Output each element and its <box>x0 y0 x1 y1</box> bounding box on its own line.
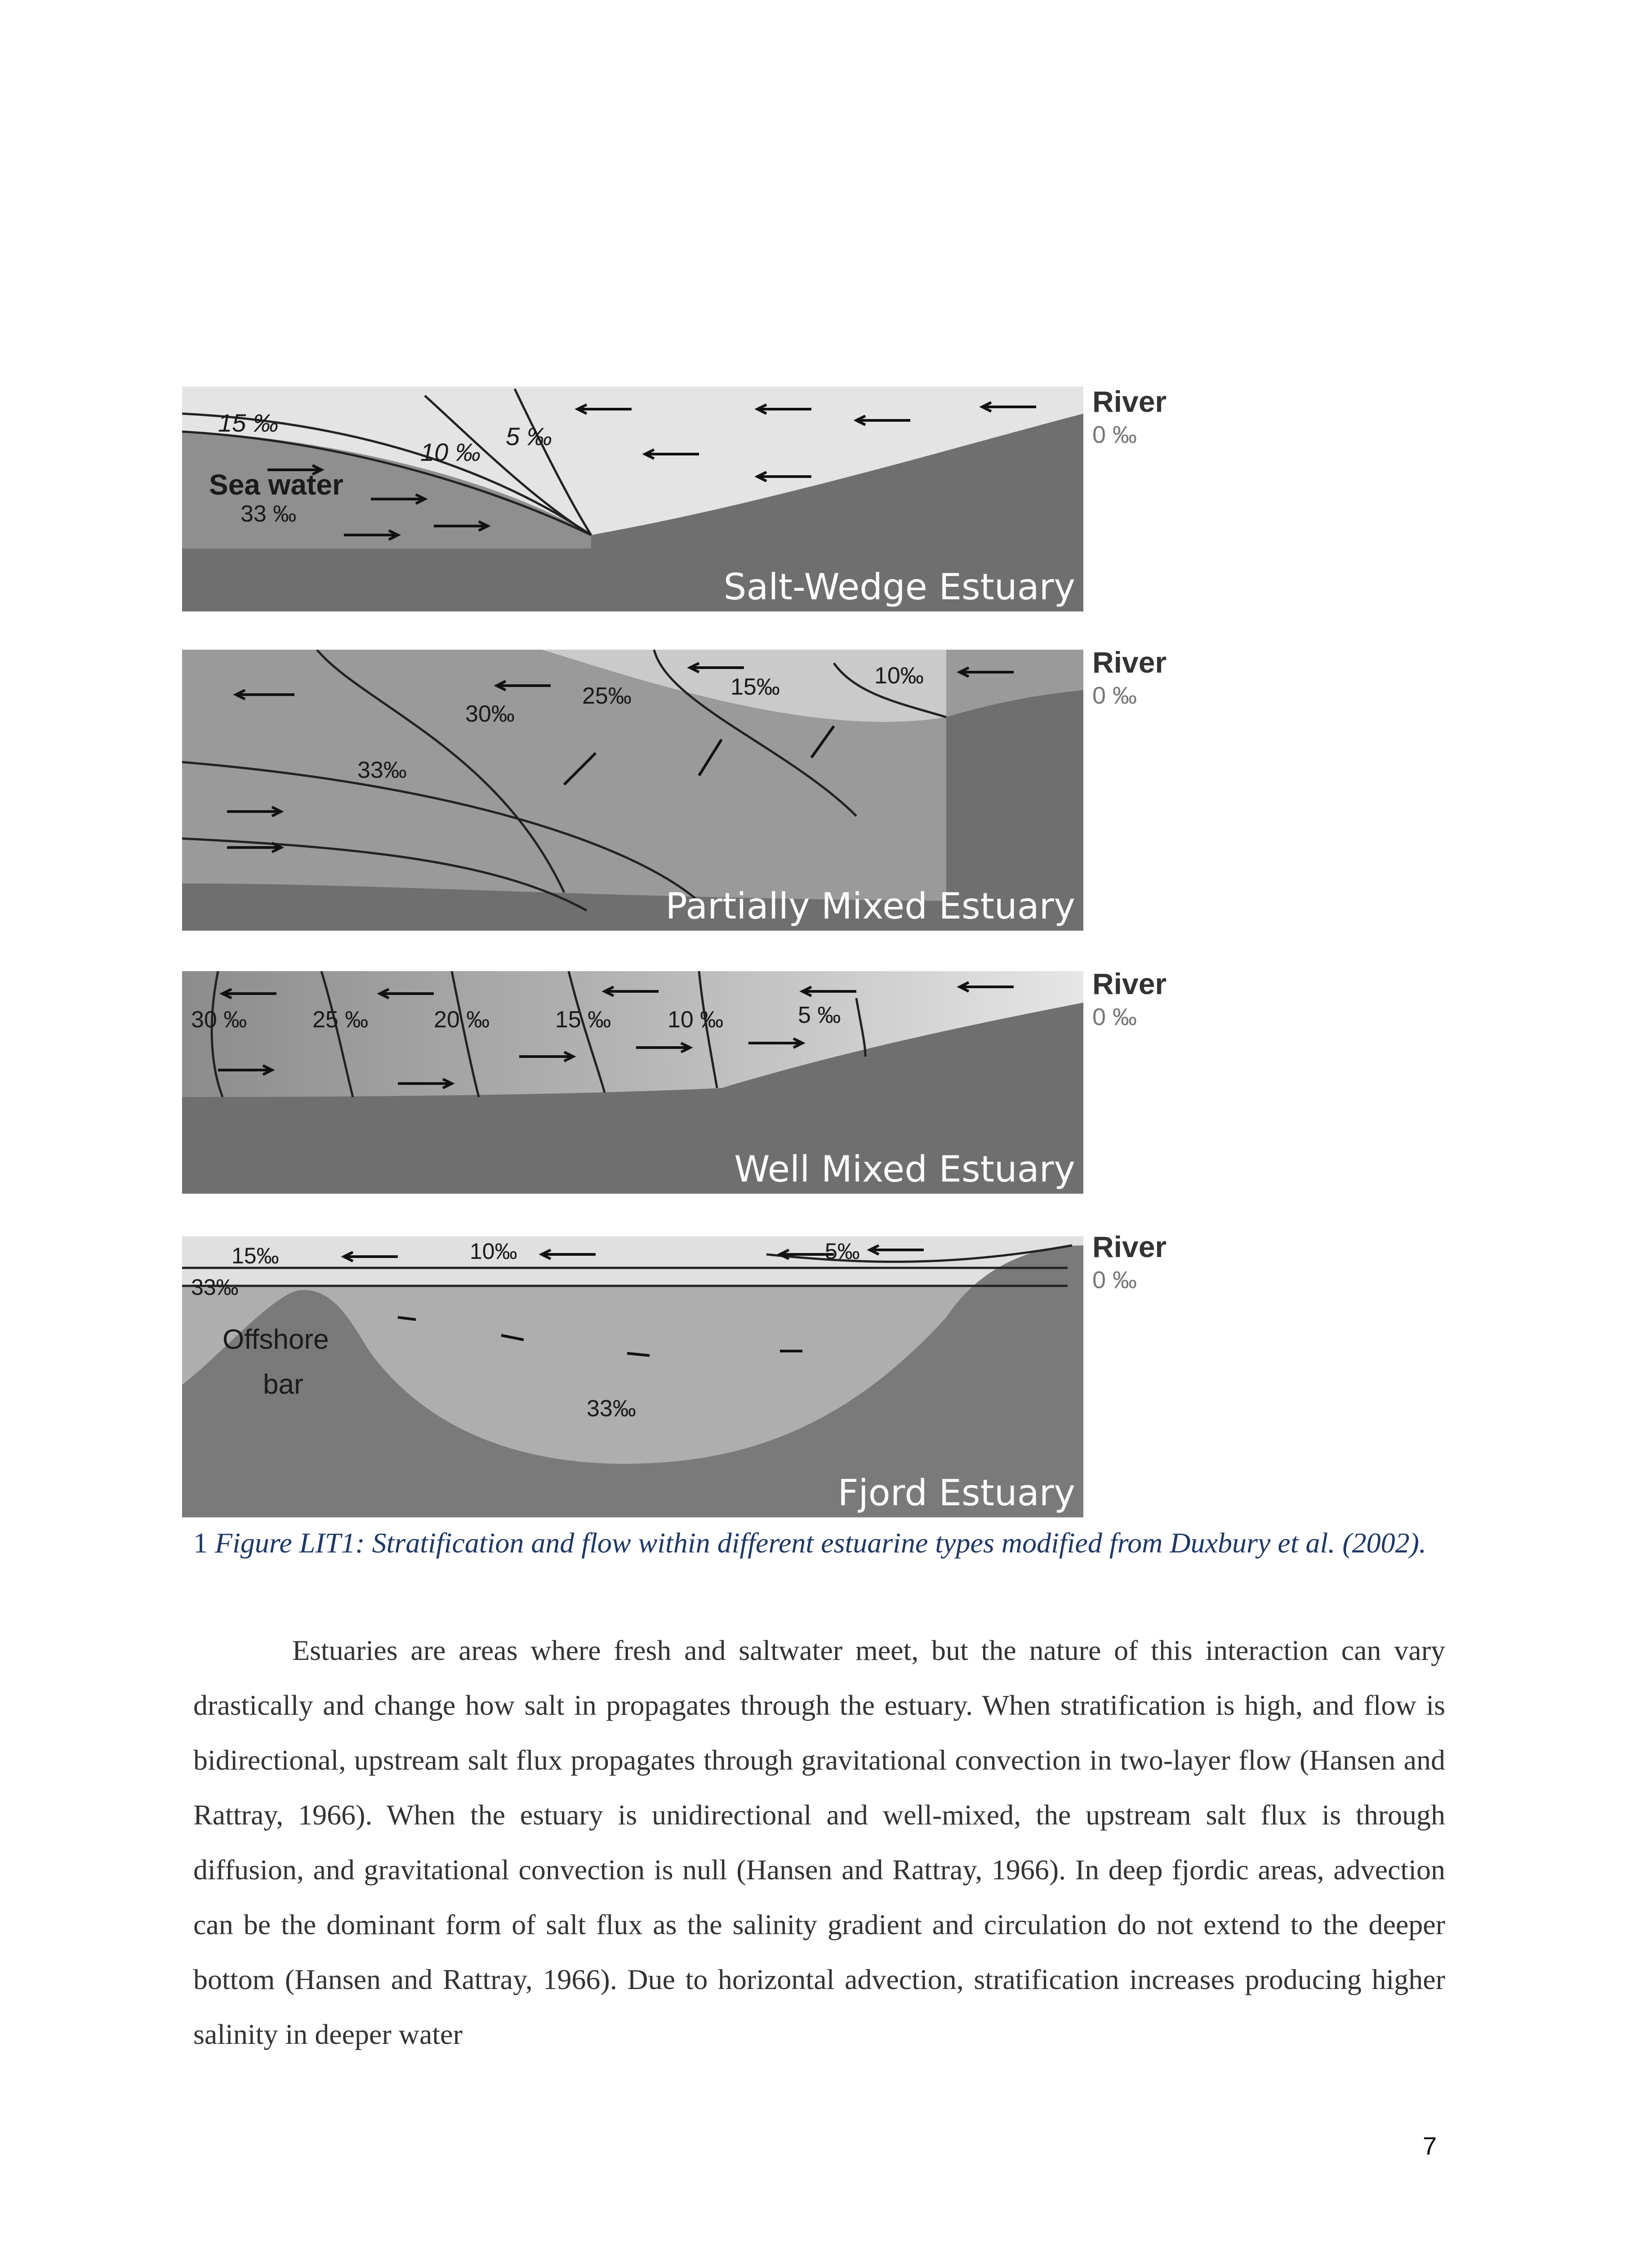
body-paragraph <box>193 1623 1445 2062</box>
river-salinity: 0 ‰ <box>1092 1267 1137 1293</box>
river-label: River <box>1092 967 1167 1000</box>
figure-panel-well-mixed <box>182 971 1083 1194</box>
panel-title-well-mixed: Well Mixed Estuary <box>734 1148 1075 1190</box>
river-legend-1 <box>1092 387 1167 450</box>
well-mixed-label-2: 25 ‰ <box>312 1007 369 1033</box>
panel-title-salt-wedge: Salt-Wedge Estuary <box>723 566 1075 608</box>
well-mixed-label-4: 15 ‰ <box>555 1007 611 1033</box>
figure-panel-partially-mixed <box>182 650 1083 931</box>
river-label: River <box>1092 1230 1167 1263</box>
fjord-label-5: Offshore <box>223 1324 329 1355</box>
page-number: 7 <box>1423 2132 1437 2160</box>
salt-wedge-label-5: 33 ‰ <box>240 501 297 527</box>
partially-mixed-label-1: 30‰ <box>465 701 515 727</box>
partially-mixed-label-4: 10‰ <box>874 663 924 689</box>
partially-mixed-label-2: 25‰ <box>582 683 632 709</box>
river-label: River <box>1092 646 1167 679</box>
well-mixed-label-5: 10 ‰ <box>668 1007 724 1033</box>
well-mixed-label-3: 20 ‰ <box>434 1007 490 1033</box>
well-mixed-label-6: 5 ‰ <box>798 1002 841 1028</box>
fjord-label-6: bar <box>263 1369 303 1400</box>
salt-wedge-label-3: 5 ‰ <box>506 422 552 450</box>
river-salinity: 0 ‰ <box>1092 1004 1137 1030</box>
salt-wedge-label-2: 10 ‰ <box>420 438 481 466</box>
caption-text: Figure LIT1: Stratification and flow within different estuarine types modified from Duxbury et al. (2002). <box>215 1527 1426 1559</box>
fjord-label-3: 10‰ <box>470 1239 517 1264</box>
fjord-label-7: 33‰ <box>587 1396 636 1422</box>
panel-title-partially-mixed: Partially Mixed Estuary <box>665 885 1075 927</box>
well-mixed-label-1: 30 ‰ <box>191 1007 247 1033</box>
river-legend-4 <box>1092 1232 1167 1296</box>
partially-mixed-label-3: 15‰ <box>730 674 780 700</box>
salt-wedge-label-4: Sea water <box>209 468 343 501</box>
fjord-label-4: 5‰ <box>825 1239 860 1264</box>
river-salinity: 0 ‰ <box>1092 682 1137 709</box>
salt-wedge-label-1: 15 ‰ <box>218 409 278 437</box>
river-legend-2 <box>1092 647 1167 711</box>
river-label: River <box>1092 385 1167 418</box>
river-legend-3 <box>1092 969 1167 1033</box>
fjord-label-2: 33‰ <box>191 1275 239 1300</box>
figure-panel-salt-wedge <box>182 387 1083 611</box>
river-salinity: 0 ‰ <box>1092 421 1137 448</box>
fjord-label-1: 15‰ <box>232 1243 279 1268</box>
body-text: Estuaries are areas where fresh and saltwater meet, but the nature of this interaction can vary drastically and change how salt in propagates through the estuary. When stratification is high, and flow is bidirectional, upstream salt flux propagates through gravitational convection in two-layer flow (Hansen and Rattray, 1966). When the estuary is unidirectional and well-mixed, the upstream salt flux is through diffusion, and gravitational convection is null (Hansen and Rattray, 1966). In deep fjordic areas, advection can be the dominant form of salt flux as the salinity gradient and circulation do not extend to the deeper bottom (Hansen and Rattray, 1966). Due to horizontal advection, stratification increases producing higher salinity in deeper water <box>193 1634 1445 2050</box>
panel-title-fjord: Fjord Estuary <box>837 1472 1075 1514</box>
partially-mixed-label-5: 33‰ <box>357 757 407 783</box>
figure-caption <box>193 1524 1443 1561</box>
caption-number: 1 <box>193 1527 208 1559</box>
figure-panel-fjord <box>182 1236 1083 1517</box>
